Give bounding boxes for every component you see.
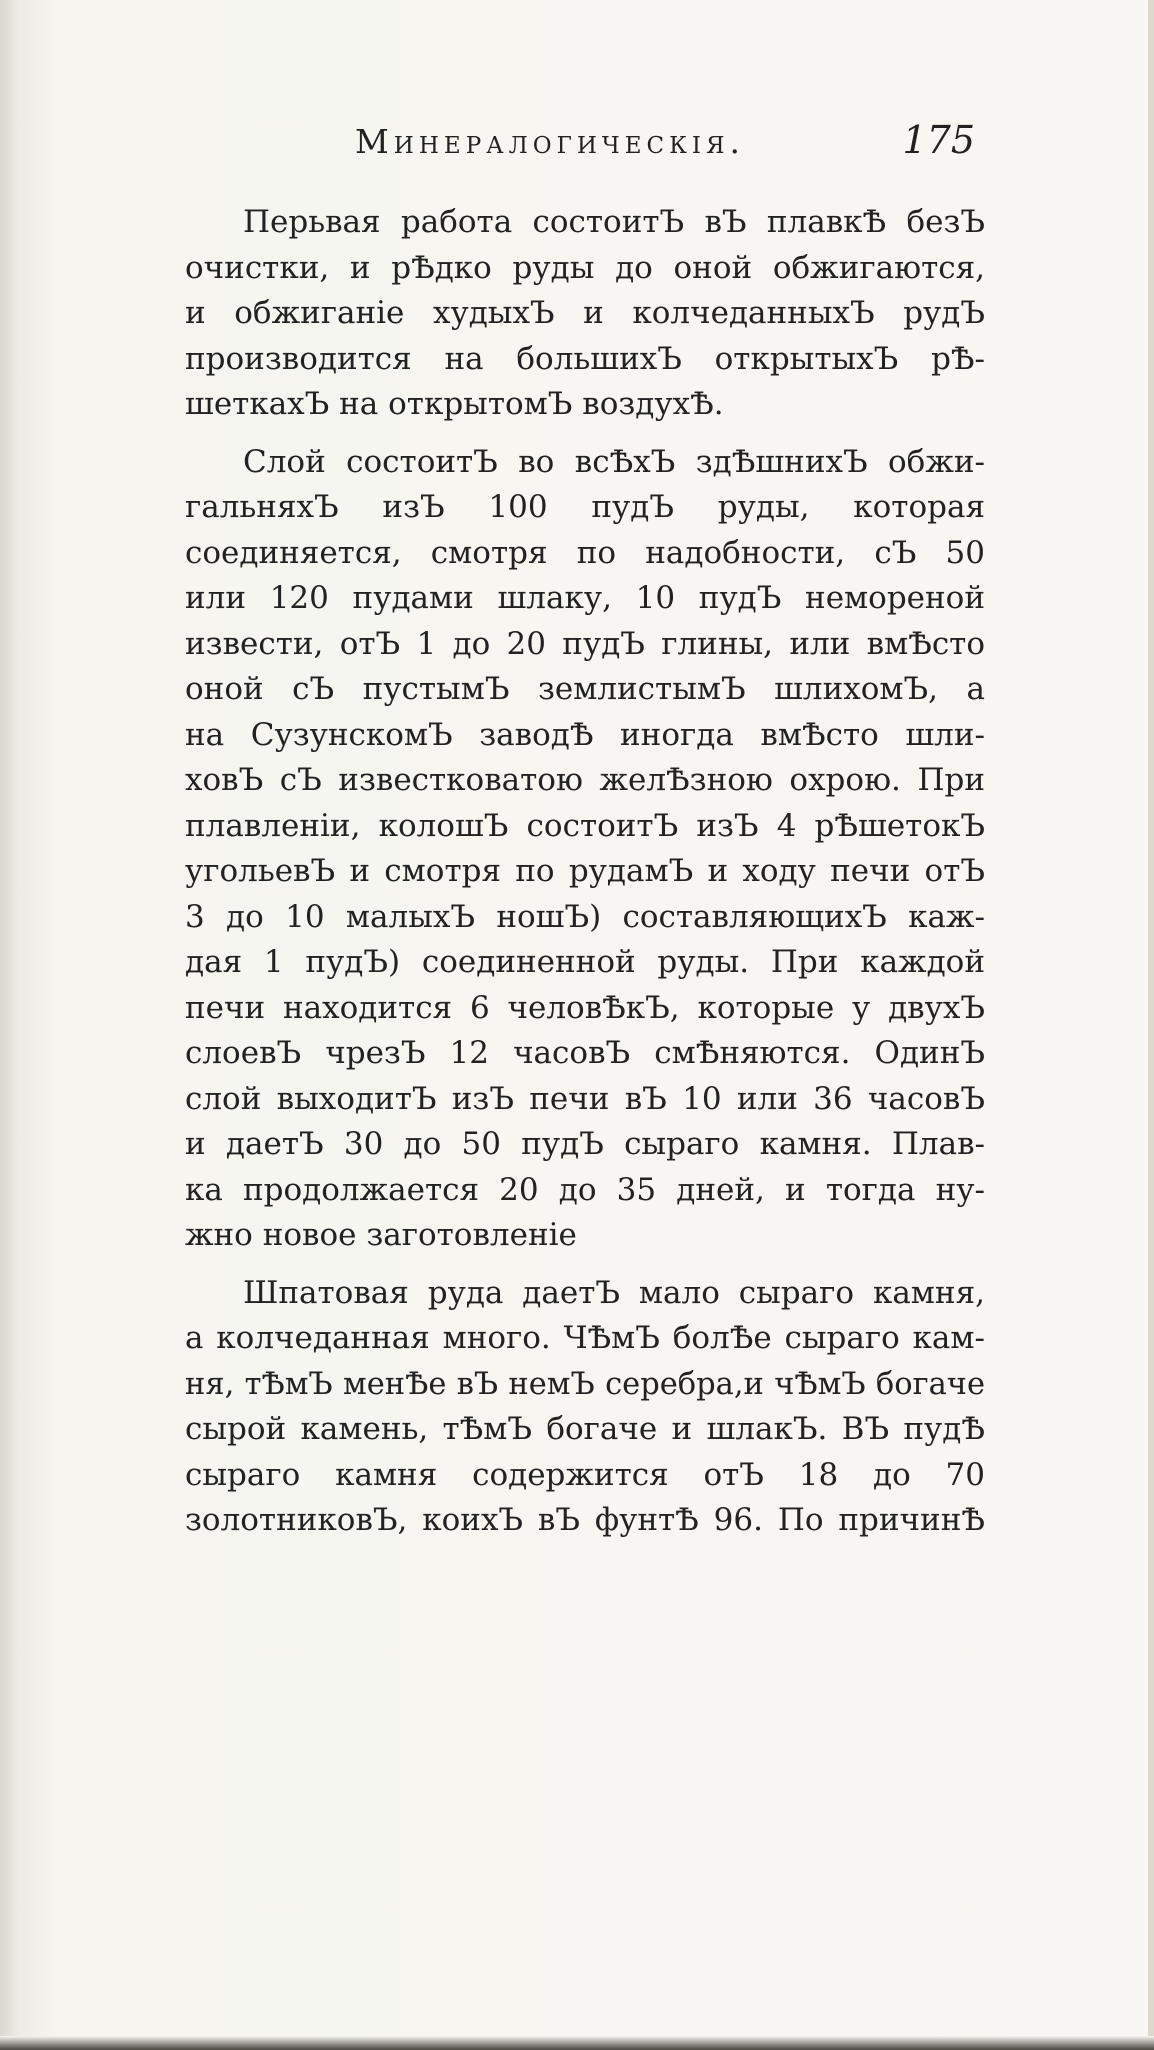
text-line: а колчеданная много. ЧѢмЪ болѢе сыраго кам- [185, 1320, 985, 1356]
text-line: оной сЪ пустымЪ землистымЪ шлихомЪ, а [185, 671, 985, 707]
text-line: шеткахЪ на открытомЪ воздухѢ. [185, 386, 724, 422]
text-line: извести, отЪ 1 до 20 пудЪ глины, или вмѢсто [185, 625, 985, 662]
text-line: ка продолжается 20 до 35 дней, и тогда ну- [185, 1171, 985, 1208]
text-line: жно новое заготовленіе [185, 1217, 577, 1253]
page-header [355, 118, 975, 172]
text-line: дая 1 пудЪ) соединенной руды. При каждой [185, 944, 985, 980]
page-bottom-edge [0, 2036, 1154, 2050]
text-line: и обжиганіе худыхЪ и колчеданныхЪ рудЪ [185, 295, 985, 331]
text-line: 3 до 10 малыхЪ ношЪ) составляющихЪ каж- [185, 898, 985, 935]
body-text [185, 200, 985, 1544]
text-line: золотниковЪ, коихЪ вЪ фунтѢ 96. По причинѢ [185, 1502, 985, 1538]
running-head: Минералогическія. [355, 122, 746, 161]
text-line: гальняхЪ изЪ 100 пудЪ руды, которая [185, 489, 985, 525]
text-line: Шпатовая руда даетЪ мало сыраго камня, [243, 1274, 985, 1311]
text-line: ня, тѢмЪ менѢе вЪ немЪ серебра,и чѢмЪ богаче [185, 1366, 985, 1402]
text-line: или 120 пудами шлаку, 10 пудЪ немореной [185, 580, 985, 616]
text-line: слой выходитЪ изЪ печи вЪ 10 или 36 часовЪ [185, 1080, 985, 1117]
text-line: и даетЪ 30 до 50 пудЪ сыраго камня. Плав- [185, 1126, 985, 1162]
paragraph [185, 440, 985, 1259]
text-line: Перьвая работа состоитЪ вЪ плавкѢ безЪ [243, 204, 985, 240]
paragraph [185, 200, 985, 428]
text-line: производится на большихЪ открытыхЪ рѢ- [185, 340, 985, 377]
text-line: плавленіи, колошЪ состоитЪ изЪ 4 рѢшетокЪ [185, 807, 985, 844]
text-line: ховЪ сЪ известковатою желѢзною охрою. При [185, 762, 985, 798]
text-line: слоевЪ чрезЪ 12 часовЪ смѢняются. ОдинЪ [185, 1035, 985, 1071]
page-edge-shadow [1148, 0, 1154, 2050]
paragraph [185, 1271, 985, 1544]
text-line: печи находится 6 человѢкЪ, которые у двухЪ [185, 989, 985, 1026]
text-line: на СузунскомЪ заводѢ иногда вмѢсто шли- [185, 716, 985, 753]
page-number: 175 [902, 118, 975, 162]
text-line: Слой состоитЪ во всѢхЪ здѢшнихЪ обжи- [243, 443, 985, 480]
text-line: сыраго камня содержится отЪ 18 до 70 [185, 1456, 985, 1493]
text-line: сырой камень, тѢмЪ богаче и шлакЪ. ВЪ пудѢ [185, 1411, 985, 1447]
text-line: соединяется, смотря по надобности, сЪ 50 [185, 534, 985, 571]
text-line: очистки, и рѢдко руды до оной обжигаются, [185, 249, 985, 286]
text-line: угольевЪ и смотря по рудамЪ и ходу печи отЪ [185, 853, 985, 889]
